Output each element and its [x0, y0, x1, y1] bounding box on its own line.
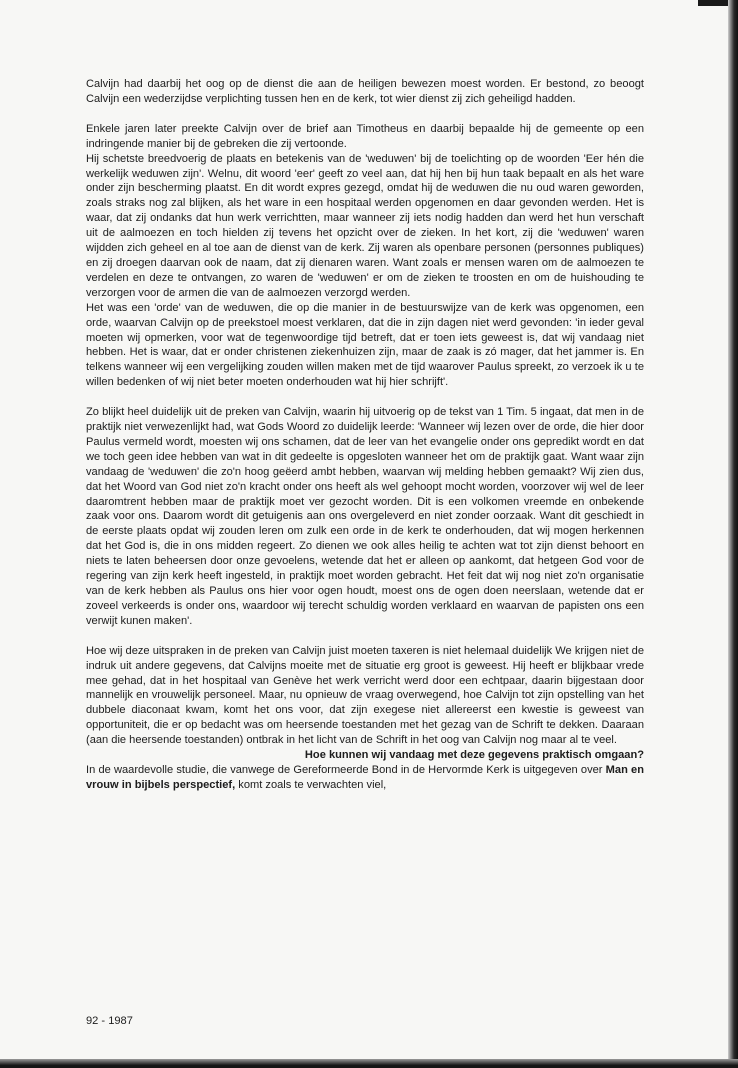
- paragraph-6: Hoe wij deze uitspraken in de preken van Calvijn juist moeten taxeren is niet helemaal duidelijk We krijgen niet de indruk uit andere gegevens, dat Calvijns moeite met de situatie erg groot is geweest. Hij heeft er blijkbaar vrede mee gehad, dat in het hospitaal van Genève het werk verricht werd door een echtpaar, daarin bijgestaan door mannelijk en vrouwelijk personeel. Maar, nu opnieuw de vraag overwegend, hoe Calvijn tot zijn opstelling van het dubbele diaconaat kwam, komt het ons voor, dat zijn exegese niet allereerst een kwestie is geweest van opportuniteit, die er op bedacht was om heersende toestanden met het gezag van de Schrift te dekken. Daaraan (aan die heersende toestanden) ontbrak in het licht van de Schrift in het oog van Calvijn nog maar al te veel.: [86, 644, 644, 747]
- paragraph-3: Hij schetste breedvoerig de plaats en betekenis van de 'weduwen' bij de toelichting op de woorden 'Eer hén die werkelijk weduwen zijn'. Welnu, dit woord 'eer' geeft zo veel aan, dat hij hen bij hun taak bepaalt en als het ware onder zijn bescherming plaatst. En dit wordt expres gezegd, omdat hij de weduwen die nu oud waren geworden, zoals straks nog zal blijken, als het ware in een hospitaal werden opgenomen en daar gevonden werden. Het is waar, dat zij ondanks dat hun werk verrichtten, maar wanneer zij iets nodig hadden dan werd het hun verschaft uit de aalmoezen en toch hielden zij tevens het opzicht over de zieken. In het kort, zij die 'weduwen' waren wijdden zich geheel en al toe aan de dienst van de kerk. Zij waren als openbare personen (personnes publiques) en zij droegen daarvan ook de naam, dat zij dienaren waren. Want zoals er mensen waren om de aalmoezen te verdelen en deze te ontvangen, zo waren de 'weduwen' er om de zieken te troosten en om de huishouding te verzorgen voor de armen die van de aalmoezen verzorgd werden.: [86, 152, 644, 299]
- paragraph-5: Zo blijkt heel duidelijk uit de preken van Calvijn, waarin hij uitvoerig op de tekst van 1 Tim. 5 ingaat, dat men in de praktijk niet verwezenlijkt had, wat Gods Woord zo duidelijk leerde: 'Wanneer wij lezen over de orde, die hier door Paulus vermeld wordt, moesten wij ons schamen, dat de leer van het evangelie onder ons gepredikt wordt en dat we toch geen idee hebben van wat in dit gedeelte is opgesloten wanneer het om de praktijk gaat. Want waar zijn vandaag de 'weduwen' die zo'n hoog geëerd ambt hebben, waarvan wij melding hebben gemaakt? Wij zien dus, dat het Woord van God niet zo'n kracht onder ons heeft als wel gehoopt mocht worden, voorzover wij wel de leer daaromtrent hebben maar de praktijk moet ver gezocht worden. Dit is een volkomen vreemde en onbekende zaak voor ons. Daarom wordt dit getuigenis aan ons overgeleverd en niet zonder oorzaak. Want dit geschiedt in de eerste plaats opdat wij zouden leren om zulk een orde in de kerk te onderhouden, dat wij mogen herkennen dat het God is, die in ons midden regeert. Zo dienen we ook alles heilig te achten wat tot zijn dienst behoort en niets te laten beheersen door onze gevoelens, wetende dat het er alleen op aankomt, dat hetgeen God voor de regering van zijn kerk heeft ingesteld, in praktijk moet worden gebracht. Het feit dat wij nog niet zo'n organisatie van de kerk hebben als Paulus ons hier voor ogen houdt, moest ons de ogen doen neerslaan, wetende dat er zoveel verkeerds is onder ons, waardoor wij terecht schuldig worden verklaard en waarvan de papisten ons een verwijt kunen maken'.: [86, 406, 644, 627]
- scan-edge-right: [728, 0, 738, 1068]
- body-text: [86, 77, 644, 793]
- paragraph-2: Enkele jaren later preekte Calvijn over de brief aan Timotheus en daarbij bepaalde hij de gemeente op een indringende manier bij de gebreken die zij vertoonde.: [86, 122, 644, 150]
- paragraph-7-text-after: komt zoals te verwachten viel,: [235, 778, 387, 791]
- section-heading: Hoe kunnen wij vandaag met deze gegevens praktisch omgaan?: [304, 749, 644, 762]
- paragraph-4: Het was een 'orde' van de weduwen, die op die manier in de bestuurswijze van de kerk was opgenomen, een orde, waarvan Calvijn op de preekstoel moest verklaren, dat die in zijn dagen niet werd gevonden: 'in ieder geval moeten wij opmerken, voor wat de tegenwoordige tijd betreft, dat er toen iets geweest is, dat wij vandaag niet hebben. Het is waar, dat er onder christenen ziekenhuizen zijn, maar de zaak is zó mager, dat het jammer is. En telkens wanneer wij een vergelijking zouden willen maken met de tijd waarover Paulus spreekt, zo verzoek ik u te willen bedenken of wij niet beter moeten onderhouden wat hij hier schrijft'.: [86, 301, 644, 389]
- scan-edge-top: [698, 0, 728, 6]
- page-number: 92 - 1987: [86, 1015, 133, 1027]
- book-title: Man en vrouw in bijbels perspectief,: [86, 763, 644, 791]
- paragraph-7: [86, 763, 644, 793]
- paragraph-1: Calvijn had daarbij het oog op de dienst die aan de heiligen bewezen moest worden. Er bestond, zo beoogt Calvijn een wederzijdse verplichting tussen hen en de kerk, tot wier dienst zij zich geheiligd hadden.: [86, 78, 644, 105]
- paragraph-7-text-before: In de waardevolle studie, die vanwege de Gereformeerde Bond in de Hervormde Kerk is uitgegeven over: [86, 763, 606, 776]
- scan-edge-bottom: [0, 1059, 738, 1068]
